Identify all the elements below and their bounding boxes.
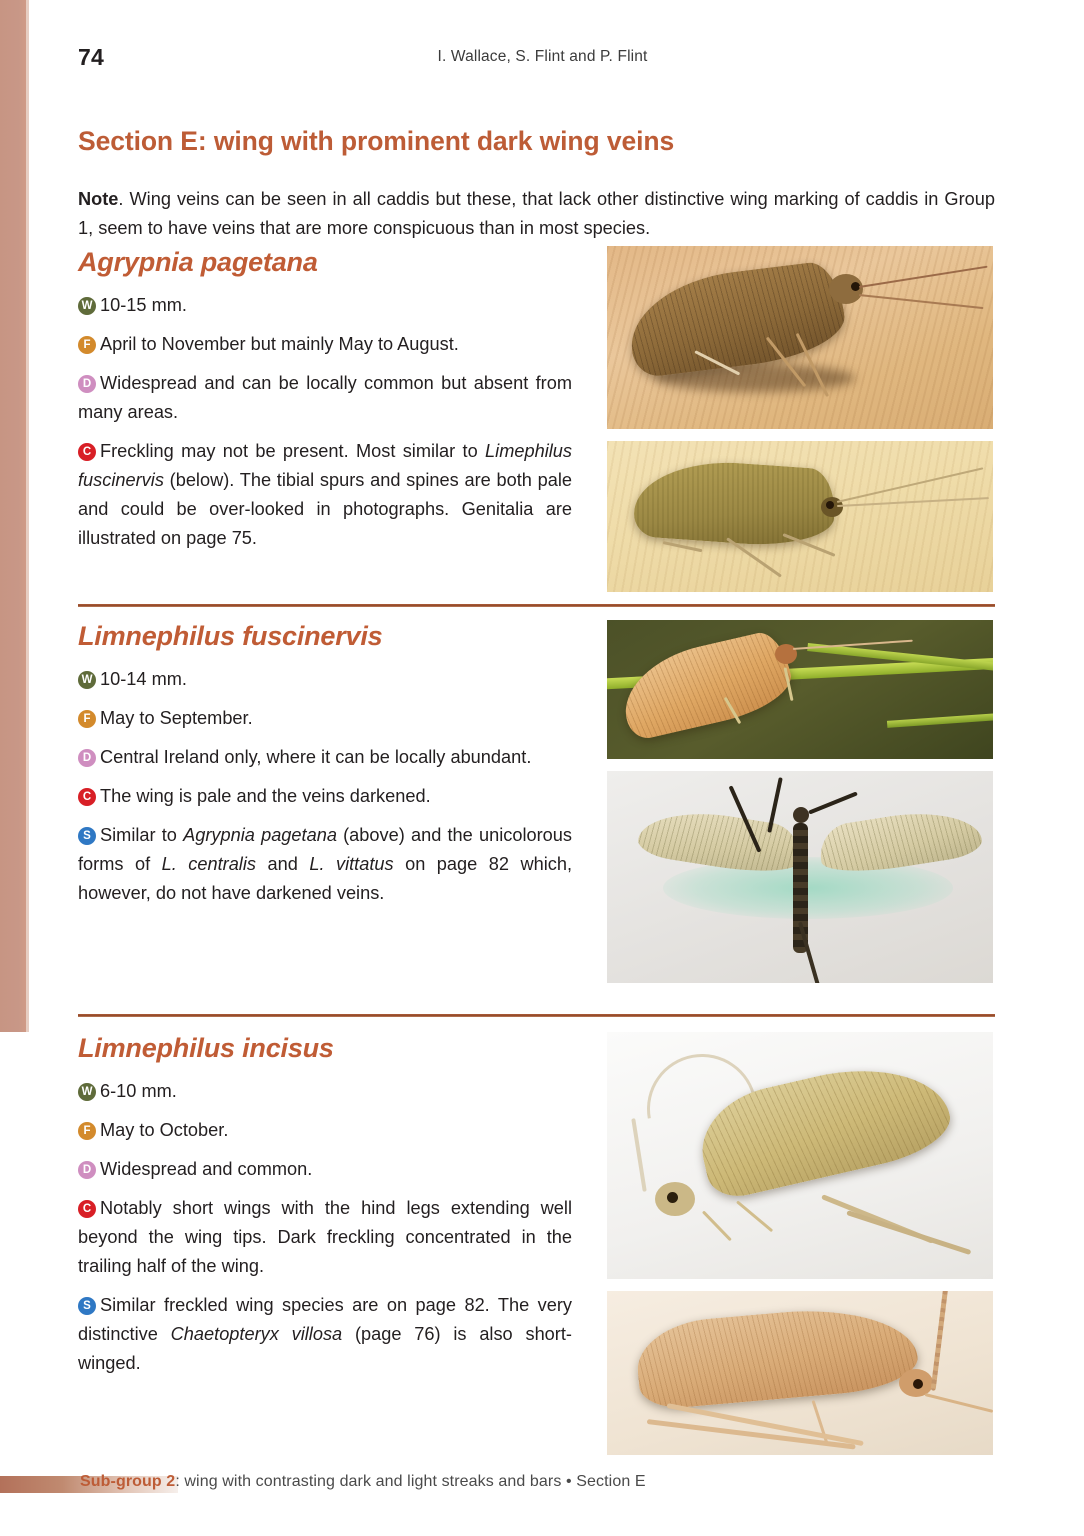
species-name-heading: Limnephilus fuscinervis [78, 621, 383, 651]
fact-wing-length [78, 1077, 572, 1106]
characters-badge-icon: C [78, 788, 96, 806]
note-body: . Wing veins can be seen in all caddis but these, that lack other distinctive wing marking of caddis in Group 1, seem to have veins that are more conspicuous than in most species. [78, 189, 995, 239]
species-photo-column [607, 1032, 993, 1455]
species-photo-1 [607, 246, 993, 429]
similar-species-badge-icon: S [78, 1297, 96, 1315]
fact-similar-text-b: (above) and the unicolorous forms of [78, 825, 572, 874]
fact-characters-text-a: Freckling may not be present. Most similar to [100, 441, 486, 461]
fact-wing-length-text: 10-14 mm. [100, 669, 187, 689]
fact-similar-species [78, 1291, 572, 1378]
caddisfly-head [793, 807, 809, 823]
footer-subgroup-text: : wing with contrasting dark and light streaks and bars • Section E [175, 1473, 646, 1490]
species-photo-column [607, 246, 993, 592]
fact-similar-species [78, 821, 572, 908]
caddisfly-antenna-right [859, 294, 984, 309]
fact-characters [78, 782, 572, 811]
distribution-badge-icon: D [78, 1161, 96, 1179]
caddisfly-wing [634, 1301, 920, 1411]
caddisfly-palp [808, 791, 858, 814]
species-photo-2 [607, 1291, 993, 1455]
species-text-column [78, 246, 572, 553]
flight-period-badge-icon: F [78, 710, 96, 728]
flight-period-badge-icon: F [78, 1122, 96, 1140]
fact-similar-species-ref-3: L. vittatus [309, 854, 394, 874]
fact-flight-period-text: May to October. [100, 1120, 229, 1140]
distribution-badge-icon: D [78, 375, 96, 393]
species-photo-1 [607, 620, 993, 759]
fact-characters-text: Notably short wings with the hind legs extending well beyond the wing tips. Dark freckling concentrated in the trailing half of the wing. [78, 1198, 572, 1276]
fact-distribution [78, 1155, 572, 1184]
wing-length-badge-icon: W [78, 1083, 96, 1101]
caddisfly-eye [913, 1379, 923, 1389]
fact-flight-period-text: April to November but mainly May to August. [100, 334, 459, 354]
fact-characters [78, 1194, 572, 1281]
fact-distribution-text: Widespread and can be locally common but absent from many areas. [78, 373, 572, 422]
species-text-column [78, 620, 572, 908]
footer-caption [80, 1473, 646, 1491]
caddisfly-antenna-left [859, 266, 988, 288]
note-label: Note [78, 189, 119, 210]
characters-badge-icon: C [78, 443, 96, 461]
species-name-heading: Limnephilus incisus [78, 1033, 334, 1063]
caddisfly-leg-1 [702, 1210, 732, 1241]
caddisfly-eye [667, 1192, 678, 1203]
caddisfly-wing [624, 259, 849, 379]
flight-period-badge-icon: F [78, 336, 96, 354]
species-name-heading: Agrypnia pagetana [78, 247, 318, 277]
distribution-badge-icon: D [78, 749, 96, 767]
hindwing-pair [663, 857, 953, 919]
species-photo-2 [607, 771, 993, 983]
fact-similar-species-ref-2: L. centralis [161, 854, 256, 874]
fact-wing-length [78, 665, 572, 694]
similar-species-badge-icon: S [78, 827, 96, 845]
fact-characters-species-ref: Limephilus fuscinervis [78, 441, 572, 490]
species-photo-2 [607, 441, 993, 592]
caddisfly-wing [614, 628, 797, 742]
caddisfly-leg-3 [663, 541, 703, 552]
fact-flight-period [78, 704, 572, 733]
fact-flight-period-text: May to September. [100, 708, 253, 728]
caddisfly-antenna-long [631, 1118, 647, 1192]
footer-subgroup-label: Sub-group 2 [80, 1473, 176, 1490]
left-edge-tab-highlight [26, 0, 29, 1032]
fact-similar-species-ref-1: Agrypnia pagetana [183, 825, 337, 845]
caddisfly-eye [826, 501, 834, 509]
left-edge-tab-bar [0, 0, 26, 1032]
species-photo-column [607, 620, 993, 983]
fact-distribution [78, 369, 572, 427]
grass-stem-third [887, 711, 993, 728]
species-photo-1 [607, 1032, 993, 1279]
running-head [78, 44, 995, 74]
fact-distribution-text: Central Ireland only, where it can be locally abundant. [100, 747, 532, 767]
fact-similar-species-ref: Chaetopteryx villosa [170, 1324, 343, 1344]
fact-characters [78, 437, 572, 553]
fact-similar-text-d: on page 82 which, however, do not have darkened veins. [78, 854, 573, 903]
fact-flight-period [78, 1116, 572, 1145]
fact-wing-length-text: 10-15 mm. [100, 295, 187, 315]
fact-wing-length-text: 6-10 mm. [100, 1081, 177, 1101]
species-text-column [78, 1032, 572, 1378]
fact-distribution-text: Widespread and common. [100, 1159, 313, 1179]
note-paragraph [78, 185, 995, 243]
wing-length-badge-icon: W [78, 671, 96, 689]
caddisfly-antenna-right [837, 497, 989, 507]
fact-wing-length [78, 291, 572, 320]
caddisfly-wing [632, 456, 837, 550]
fact-similar-text-a: Similar to [100, 825, 184, 845]
fact-characters-text: The wing is pale and the veins darkened. [100, 786, 431, 806]
caddisfly-leg-2 [736, 1200, 773, 1232]
wing-length-badge-icon: W [78, 297, 96, 315]
caddisfly-antenna-up [931, 1291, 949, 1391]
page-number: 74 [78, 44, 104, 70]
fact-similar-text-b: (page 76) is also short-winged. [78, 1324, 572, 1373]
fact-flight-period [78, 330, 572, 359]
fact-similar-text-c: and [256, 854, 310, 874]
page-title: Section E: wing with prominent dark wing veins [78, 125, 675, 156]
caddisfly-leg-front [925, 1393, 993, 1413]
section-divider-1 [78, 604, 995, 607]
caddisfly-hind-leg-right [846, 1210, 971, 1255]
fact-characters-text-b: (below). The tibial spurs and spines are both pale and could be over-looked in photographs. Genitalia are illustrated on page 75. [78, 470, 572, 548]
characters-badge-icon: C [78, 1200, 96, 1218]
fact-distribution [78, 743, 572, 772]
section-divider-2 [78, 1014, 995, 1017]
running-head-authors: I. Wallace, S. Flint and P. Flint [437, 48, 648, 65]
fact-similar-text-a: Similar freckled wing species are on page 82. The very distinctive [78, 1295, 572, 1344]
